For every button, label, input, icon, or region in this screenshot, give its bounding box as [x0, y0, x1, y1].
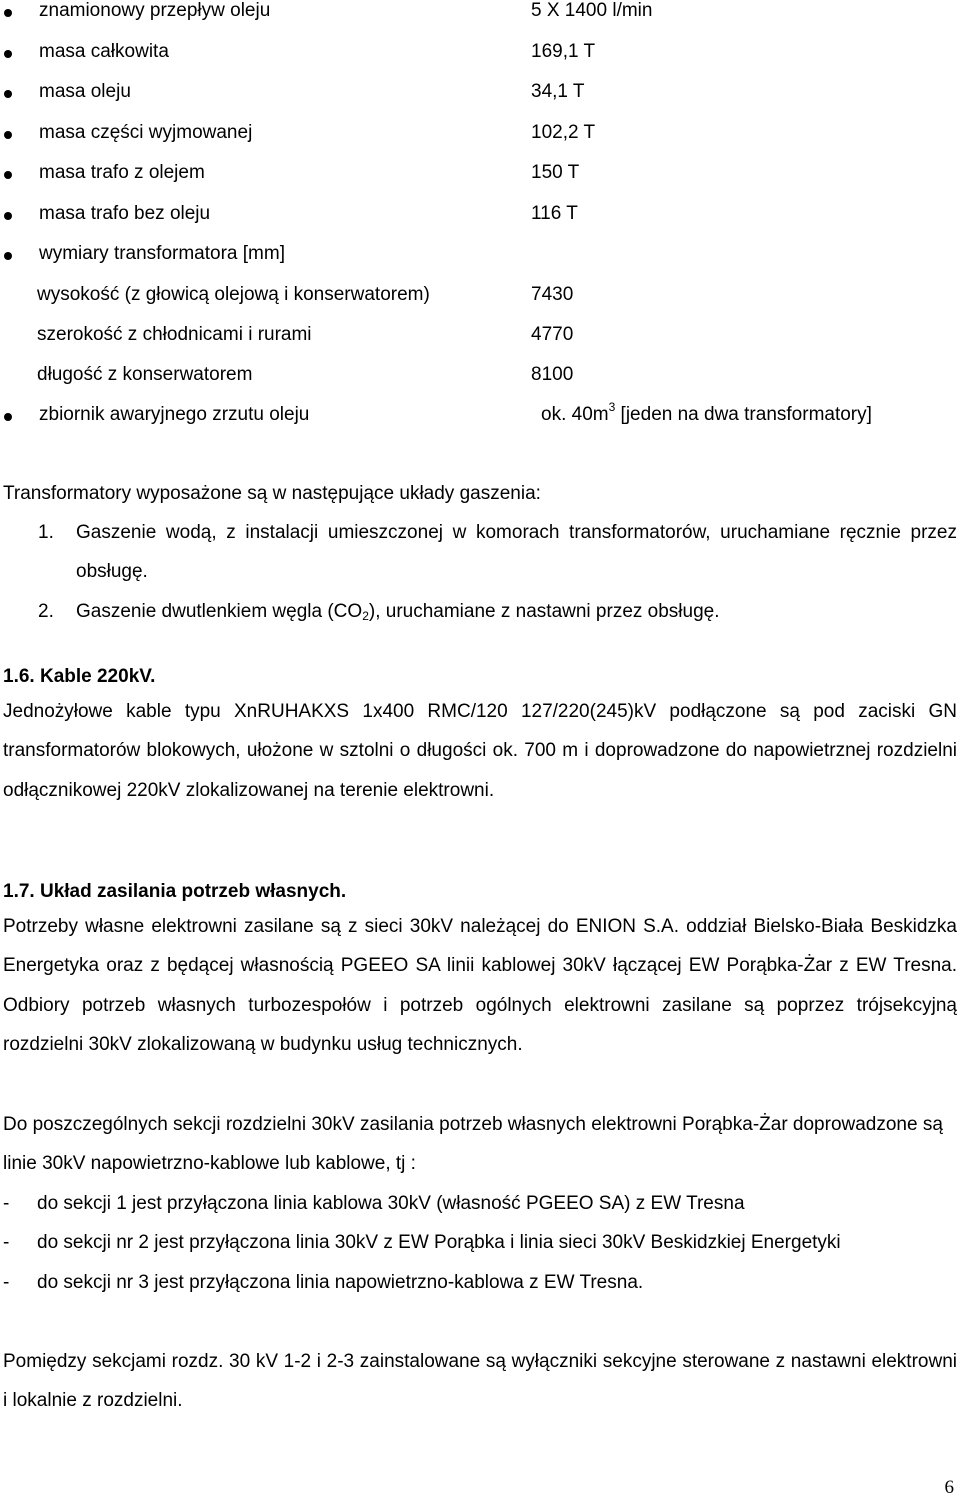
dash-mark: - [3, 1193, 10, 1214]
spec-value: 5 X 1400 l/min [531, 0, 653, 21]
dimension-label: wysokość (z głowicą olejową i konserwatorem) [37, 283, 430, 305]
section-heading-cables: 1.6. Kable 220kV. [3, 666, 156, 687]
dimension-value: 7430 [531, 283, 574, 305]
dimension-row [0, 324, 960, 364]
list-item-text [76, 601, 720, 622]
power-paragraph-3: Pomiędzy sekcjami rozdz. 30 kV 1-2 i 2-3 zainstalowane są wyłączniki sekcyjne sterowane z nastawni elektrowni i lokalnie z rozdzielni. [3, 1351, 957, 1412]
dimension-label: szerokość z chłodnicami i rurami [37, 323, 312, 345]
dimension-row [0, 364, 960, 404]
tank-value-suffix: [jeden na dwa transformatory] [615, 403, 872, 425]
dash-item-text: do sekcji nr 2 jest przyłączona linia 30kV z EW Porąbka i linia sieci 30kV Beskidzkiej Energetyki [37, 1232, 841, 1254]
bullet-icon [4, 171, 12, 179]
bullet-icon [4, 212, 12, 220]
dash-item-text: do sekcji nr 3 jest przyłączona linia napowietrzno-kablowa z EW Tresna. [37, 1271, 644, 1293]
spec-value: 34,1 T [531, 81, 585, 102]
dimension-row [0, 284, 960, 324]
extinguishing-intro: Transformatory wyposażone są w następujące układy gaszenia: [3, 483, 541, 504]
spec-row [0, 0, 960, 41]
page-number: 6 [944, 1477, 954, 1498]
tank-value-superscript: 3 [608, 399, 616, 414]
dash-mark: - [3, 1232, 10, 1254]
spec-row [0, 243, 960, 284]
list-number: 2. [38, 600, 54, 622]
spec-list [0, 0, 960, 444]
list-item-text-after: ), uruchamiane z nastawni przez obsługę. [368, 600, 720, 622]
spec-value: 150 T [531, 162, 580, 183]
spec-row [0, 162, 960, 203]
spec-label: masa trafo bez oleju [39, 202, 211, 224]
tank-row [0, 399, 960, 445]
list-item-text-before: Gaszenie dwutlenkiem węgla (CO [76, 600, 363, 622]
spec-label: masa części wyjmowanej [39, 121, 253, 143]
dimension-value: 8100 [531, 363, 574, 385]
tank-value-prefix: ok. 40m [541, 403, 609, 425]
spec-value: 102,2 T [531, 121, 596, 143]
dash-list-item [3, 1223, 957, 1262]
spec-label: wymiary transformatora [mm] [39, 243, 285, 264]
spec-row [0, 122, 960, 163]
dimension-label: długość z konserwatorem [37, 363, 253, 385]
spec-value: 116 T [531, 202, 578, 224]
power-paragraph-1: Potrzeby własne elektrowni zasilane są z sieci 30kV należącej do ENION S.A. oddział Bielsko-Biała Beskidzka Energetyka oraz z będącej własnością PGEEO SA linii kablowej 30kV łączącej EW Porąbka-Żar z EW Tresna. Odbiory potrzeb własnych turbozespołów i potrzeb ogólnych elektrowni zasilane są poprzez trójsekcyjną rozdzielni 30kV zlokalizowaną w budynku usług technicznych. [3, 916, 957, 1055]
bullet-icon [4, 131, 12, 139]
extinguishing-list [3, 513, 957, 631]
list-item [3, 513, 957, 592]
dash-list-item [3, 1184, 957, 1223]
bullet-icon [4, 413, 12, 421]
spec-label: masa całkowita [39, 40, 169, 62]
spec-row [0, 41, 960, 82]
section-heading-power: 1.7. Układ zasilania potrzeb własnych. [3, 881, 347, 902]
tank-label: zbiornik awaryjnego zrzutu oleju [39, 403, 310, 425]
bullet-icon [4, 252, 12, 260]
power-paragraph-2: Do poszczególnych sekcji rozdzielni 30kV zasilania potrzeb własnych elektrowni Porąbka-Żar doprowadzone są linie 30kV napowietrzno-kablowe lub kablowe, tj : [3, 1114, 943, 1175]
spec-value: 169,1 T [531, 40, 596, 62]
spec-row [0, 81, 960, 122]
tank-value [541, 399, 872, 426]
dash-mark: - [3, 1271, 10, 1293]
list-item [3, 592, 957, 631]
power-dash-list [3, 1184, 957, 1302]
bullet-icon [4, 9, 12, 17]
list-item-text: Gaszenie wodą, z instalacji umieszczonej w komorach transformatorów, uruchamiane ręcznie przez obsługę. [76, 522, 957, 583]
list-number: 1. [38, 522, 54, 543]
bullet-icon [4, 50, 12, 58]
co2-subscript: 2 [362, 608, 369, 623]
spec-label: znamionowy przepływ oleju [39, 0, 271, 21]
dimension-value: 4770 [531, 323, 574, 345]
spec-row [0, 203, 960, 244]
dash-list-item [3, 1263, 957, 1302]
bullet-icon [4, 90, 12, 98]
dash-item-text: do sekcji 1 jest przyłączona linia kablowa 30kV (własność PGEEO SA) z EW Tresna [37, 1193, 745, 1214]
spec-label: masa trafo z olejem [39, 162, 205, 183]
spec-label: masa oleju [39, 81, 131, 102]
cables-paragraph: Jednożyłowe kable typu XnRUHAKXS 1x400 RMC/120 127/220(245)kV podłączone są pod zaciski GN transformatorów blokowych, ułożone w sztolni o długości ok. 700 m i doprowadzone do napowietrznej rozdzielni odłącznikowej 220kV zlokalizowanej na terenie elektrowni. [3, 701, 957, 801]
